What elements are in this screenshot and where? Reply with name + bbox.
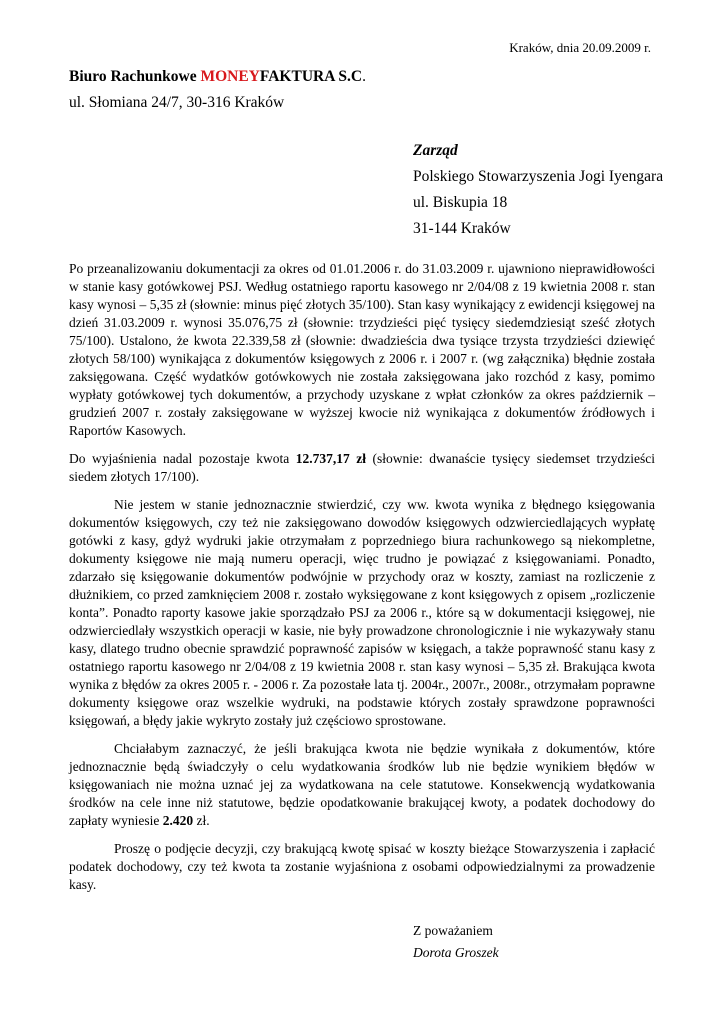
paragraph-2-before: Do wyjaśnienia nadal pozostaje kwota [69,451,296,466]
paragraph-2-amount: 12.737,17 zł [295,451,367,466]
date-line: Kraków, dnia 20.09.2009 r. [509,40,651,55]
company-dot: . [362,68,366,85]
paragraph-2 [69,450,655,486]
paragraph-5: Proszę o podjęcie decyzji, czy brakującą kwotę spisać w koszty bieżące Stowarzyszenia i zapłacić podatek dochodowy, czy też kwota ta zostanie wyjaśniona z osobami odpowiedzialnymi za prowadzenie kasy. [69,841,655,892]
signature: Dorota Groszek [413,945,499,960]
paragraph-4-amount: 2.420 [162,813,194,828]
paragraph-3: Nie jestem w stanie jednoznacznie stwierdzić, czy ww. kwota wynika z błędnego księgowania dokumentów księgowych, czy też nie zaksięgowano dowodów księgowych odzwierciedlających wypłatę gotówki z kasy, gdyż wydruki jakie otrzymałam z poprzedniego biura rachunkowego są niekompletne, dokumenty księgowe nie mają numeru operacji, więc trudno je powiązać z księgowaniami. Ponadto, zdarzało się księgowanie dokumentów podwójnie w przychody oraz w koszty, zamiast na rozliczenie z dłużnikiem, co przed zamknięciem 2008 r. zostało wyksięgowane z kont księgowych z opisem „rozliczenie konta”. Ponadto raporty kasowe jakie sporządzało PSJ za 2006 r., które są w dokumentacji księgowej, nie odzwierciedlały wszystkich operacji w kasie, nie były prowadzone chronologicznie i nie wykazywały stanu kasy, dlatego trudno obecnie sprawdzić poprawność zapisów w księgach, a także poprawność stanu kasy z ostatniego raportu kasowego nr 2/04/08 z 19 kwietnia 2008 r. stan kasy wynosi – 5,35 zł. Brakująca kwota wynika z błędów za okres 2005 r. - 2006 r. Za pozostałe lata tj. 2004r., 2007r., 2008r., otrzymałam poprawne dokumenty księgowe oraz wszelkie wydruki, na podstawie których zostały sprawdzone poprawności księgowań, a błędy jakie wykryto zostały już częściowo sprostowane. [69,497,655,728]
sender-company [69,64,366,90]
company-suffix: FAKTURA S.C [259,68,363,85]
company-brand-red: MONEY [200,68,260,85]
recipient-organization: Polskiego Stowarzyszenia Jogi Iyengara [413,168,664,185]
company-prefix: Biuro Rachunkowe [69,68,201,85]
paragraph-4 [69,740,655,830]
paragraph-4-before: Chciałabym zaznaczyć, że jeśli brakująca kwota nie będzie wynikała z dokumentów, które jednoznacznie będą świadczyły o celu wydatkowania środków lub nie będzie wynikiem błędów w księgowaniach nie można uznać jej za wydatkowana na cele statutowe. Konsekwencją wydatkowania środków na cele inne niż statutowe, będzie opodatkowanie brakującej kwoty, a podatek dochodowy do zapłaty wyniesie [69,741,655,828]
letter-body [69,260,655,904]
recipient-street: ul. Biskupia 18 [413,194,508,211]
paragraph-1: Po przeanalizowaniu dokumentacji za okres od 01.01.2006 r. do 31.03.2009 r. ujawniono nieprawidłowości w stanie kasy gotówkowej PSJ. Według ostatniego raportu kasowego nr 2/04/08 z 19 kwietnia 2008 r. stan kasy wynosi – 5,35 zł (słownie: minus pięć złotych 35/100). Stan kasy wynikający z ewidencji księgowej na dzień 31.03.2009 r. wynosi 35.076,75 zł (słownie: trzydzieści pięć tysięcy siedemdziesiąt sześć złotych 75/100). Ustalono, że kwota 22.339,58 zł (słownie: dwadzieścia dwa tysiące trzysta trzydzieści dziewięć złotych 58/100) wynikająca z dokumentów księgowych z 2006 r. i 2007 r. (wg załącznika) błędnie została zaksięgowana. Część wydatków gotówkowych nie została zaksięgowana jako rozchód z kasy, pomimo wypłaty gotówkowej tych dokumentów, a przychody uzyskane z wpłat członków za okres październik – grudzień 2007 r. zostały zaksięgowane w wyższej kwocie niż wynikająca z dokumentów źródłowych i Raportów Kasowych. [69,261,655,438]
sender-address: ul. Słomiana 24/7, 30-316 Kraków [69,94,285,111]
recipient-block [413,138,663,242]
closing-block [413,920,499,964]
paragraph-2-after: (słownie: dwanaście tysięcy siedemset trzydzieści siedem złotych 17/100). [69,451,655,484]
recipient-city: 31-144 Kraków [413,220,511,237]
salutation: Z poważaniem [413,923,493,938]
recipient-board: Zarząd [413,142,458,159]
sender-block [69,64,366,116]
paragraph-4-after: zł. [193,813,210,828]
